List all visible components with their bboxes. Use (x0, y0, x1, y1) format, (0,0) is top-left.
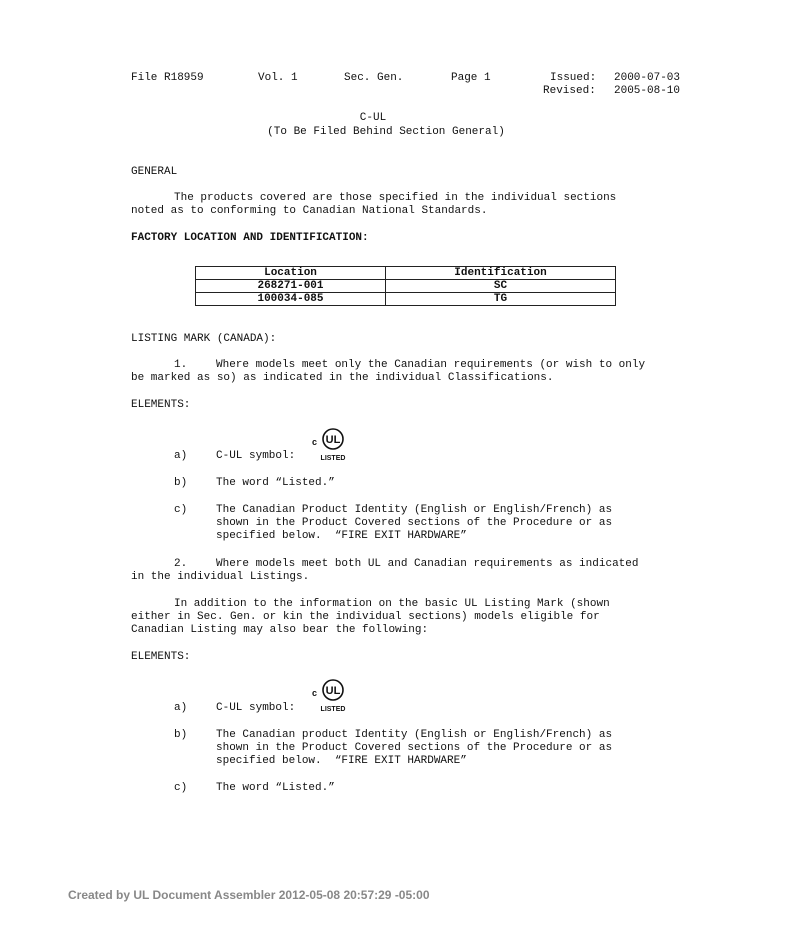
table-row (196, 293, 616, 306)
e2-b-line3: specified below. “FIRE EXIT HARDWARE” (216, 755, 467, 767)
logo-listed: LISTED (320, 706, 346, 713)
factory-heading: FACTORY LOCATION AND IDENTIFICATION: (131, 232, 369, 244)
listing-mark-heading: LISTING MARK (CANADA): (131, 333, 277, 345)
cell-location: 268271-001 (196, 280, 386, 293)
general-heading: GENERAL (131, 166, 178, 178)
e1-a-label: a) (174, 450, 188, 462)
issued-date: 2000-07-03 (614, 72, 681, 84)
e1-c-line1: The Canadian Product Identity (English or English/French) as (216, 504, 613, 516)
file-number: File R18959 (131, 72, 204, 84)
page-title: C-UL (359, 112, 387, 124)
item1-number: 1. (174, 359, 188, 371)
e1-c-label: c) (174, 504, 188, 516)
e2-c-text: The word “Listed.” (216, 782, 335, 794)
issued-label: Issued: (550, 72, 597, 84)
e1-a-text: C-UL symbol: (216, 450, 296, 462)
cell-identification: TG (386, 293, 616, 306)
item1-line1: Where models meet only the Canadian requirements (or wish to only (216, 359, 646, 371)
logo-ul: UL (325, 685, 341, 697)
e2-a-text: C-UL symbol: (216, 702, 296, 714)
factory-table (195, 266, 616, 306)
item1-line2: be marked as so) as indicated in the individual Classifications. (131, 372, 554, 384)
e1-b-label: b) (174, 477, 188, 489)
general-para-line2: noted as to conforming to Canadian National Standards. (131, 205, 488, 217)
logo-ul: UL (325, 434, 341, 446)
page-number: Page 1 (451, 72, 491, 84)
logo-c: c (312, 688, 318, 698)
col-identification: Identification (386, 267, 616, 280)
logo-c: c (312, 437, 318, 447)
volume: Vol. 1 (258, 72, 298, 84)
table-row (196, 280, 616, 293)
addl-line3: Canadian Listing may also bear the following: (131, 624, 429, 636)
section: Sec. Gen. (344, 72, 404, 84)
e1-b-text: The word “Listed.” (216, 477, 335, 489)
c-ul-listed-logo (312, 425, 352, 463)
e1-c-line3: specified below. “FIRE EXIT HARDWARE” (216, 530, 467, 542)
elements2-heading: ELEMENTS: (131, 651, 191, 663)
logo-listed: LISTED (320, 455, 346, 462)
addl-line2: either in Sec. Gen. or kin the individual sections) models eligible for (131, 611, 600, 623)
general-para-line1: The products covered are those specified in the individual sections (174, 192, 617, 204)
e2-b-line2: shown in the Product Covered sections of the Procedure or as (216, 742, 613, 754)
c-ul-listed-logo (312, 676, 352, 714)
e2-a-label: a) (174, 702, 188, 714)
revised-label: Revised: (543, 85, 596, 97)
col-location: Location (196, 267, 386, 280)
elements1-heading: ELEMENTS: (131, 399, 191, 411)
page-subtitle: (To Be Filed Behind Section General) (267, 126, 505, 138)
item2-line2: in the individual Listings. (131, 571, 310, 583)
e2-b-line1: The Canadian product Identity (English or English/French) as (216, 729, 613, 741)
e1-c-line2: shown in the Product Covered sections of the Procedure or as (216, 517, 613, 529)
item2-line1: Where models meet both UL and Canadian requirements as indicated (216, 558, 639, 570)
cell-location: 100034-085 (196, 293, 386, 306)
addl-line1: In addition to the information on the basic UL Listing Mark (shown (174, 598, 610, 610)
item2-number: 2. (174, 558, 188, 570)
e2-b-label: b) (174, 729, 188, 741)
cell-identification: SC (386, 280, 616, 293)
revised-date: 2005-08-10 (614, 85, 681, 97)
e2-c-label: c) (174, 782, 188, 794)
footer-created-by: Created by UL Document Assembler 2012-05-08 20:57:29 -05:00 (68, 888, 430, 902)
table-header-row (196, 267, 616, 280)
